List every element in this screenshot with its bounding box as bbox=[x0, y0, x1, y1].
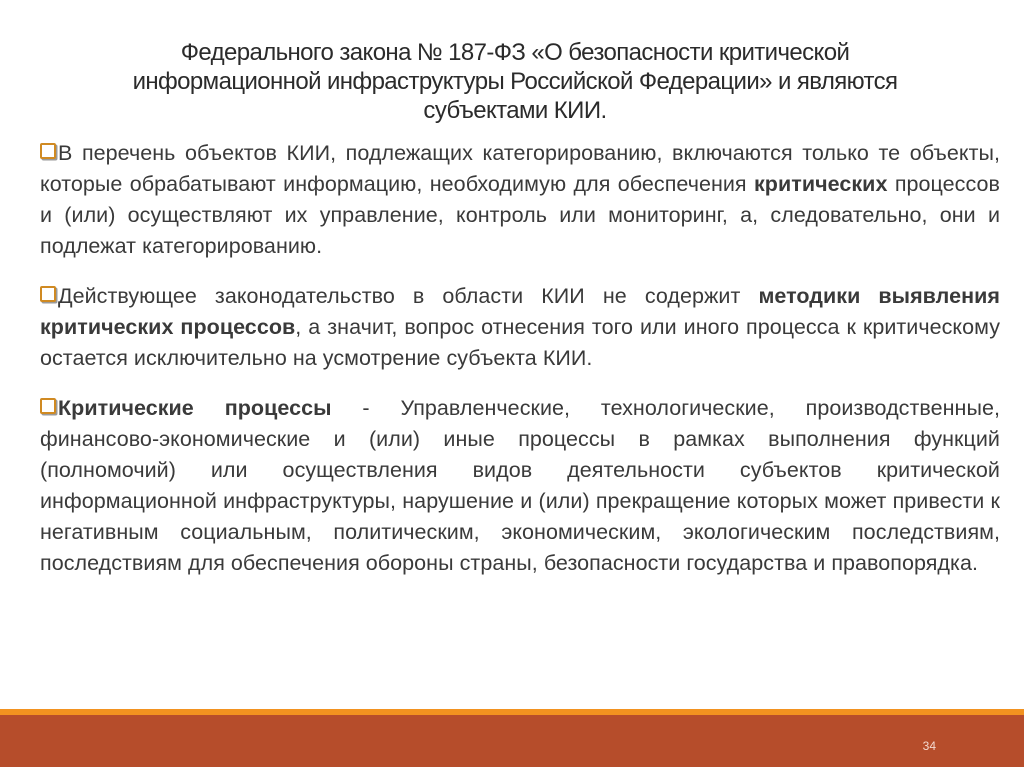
bullet-1-text: В перечень объектов КИИ, подлежащих категорированию, включаются только те объекты, которые обрабатывают информацию, необходимую для обеспечения bbox=[40, 141, 1000, 196]
footer-bar bbox=[0, 715, 1024, 767]
checkbox-bullet-icon bbox=[40, 286, 56, 302]
bullet-item-1 bbox=[40, 138, 1000, 262]
bullet-2-text-after: , а значит, вопрос отнесения того или иного процесса к критическому остается исключительно на усмотрение субъекта КИИ. bbox=[40, 315, 1000, 370]
checkbox-bullet-icon bbox=[40, 143, 56, 159]
title-line-3: субъектами КИИ. bbox=[423, 97, 607, 124]
bullet-2-bold: методики выявления критических процессов bbox=[40, 284, 1000, 339]
title-line-1: Федерального закона № 187-ФЗ «О безопасности критической bbox=[180, 39, 850, 66]
bullet-1-text-after: процессов и (или) осуществляют их управление, контроль или мониторинг, а, следовательно, они и подлежат категорированию. bbox=[40, 172, 1000, 258]
slide-body bbox=[40, 138, 1000, 579]
slide-title bbox=[60, 38, 970, 125]
bullet-3-text-after: - Управленческие, технологические, производственные, финансово-экономические и (или) иные процессы в рамках выполнения функций (полномочий) или осуществления видов деятельности субъектов критической информационной инфраструктуры, нарушение и (или) прекращение которых может привести к негативным социальным, политическим, экономическим, экологическим последствиям, последствиям для обеспечения обороны страны, безопасности государства и правопорядка. bbox=[40, 396, 1000, 575]
page-number: 34 bbox=[922, 739, 936, 753]
bullet-2-text: Действующее законодательство в области КИИ не содержит bbox=[58, 284, 759, 308]
bullet-item-2 bbox=[40, 281, 1000, 374]
title-line-2: информационной инфраструктуры Российской Федерации» и являются bbox=[132, 68, 898, 95]
bullet-1-bold: критических bbox=[754, 172, 888, 196]
bullet-3-bold: Критические процессы bbox=[58, 396, 332, 420]
checkbox-bullet-icon bbox=[40, 398, 56, 414]
bullet-item-3 bbox=[40, 393, 1000, 579]
